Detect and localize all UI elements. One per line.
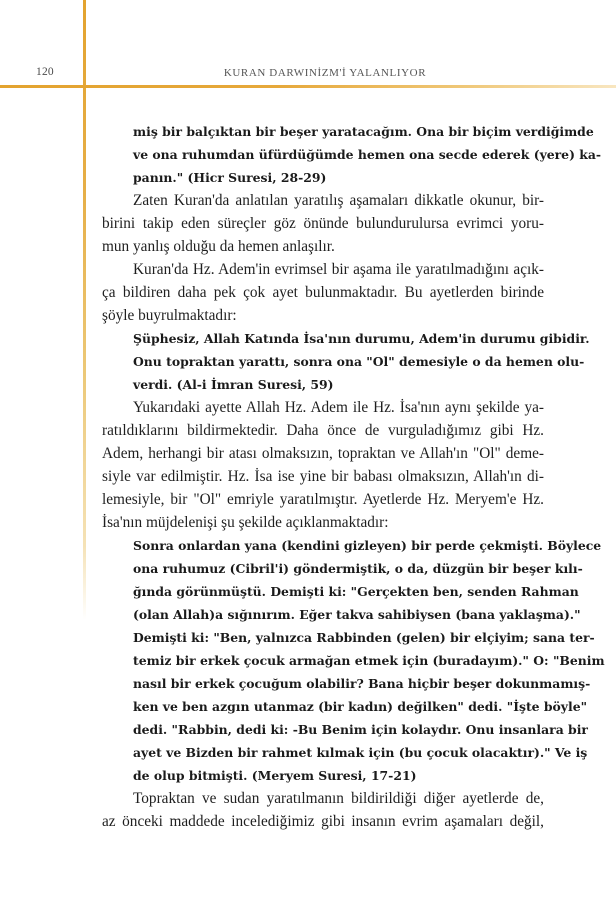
quote-line: Demişti ki: "Ben, yalnızca Rabbinden (gelen) bir elçiyim; sana ter- [133,630,595,645]
paragraph-line: siyle var edilmiştir. Hz. İsa ise yine bir babası olmaksızın, Allah'ın di- [102,468,544,485]
paragraph-line: az önceki maddede incelediğimiz gibi insanın evrim aşamaları değil, [102,813,544,830]
paragraph-3 [102,396,544,534]
paragraph-line: Adem, herhangi bir atası olmaksızın, topraktan ve Allah'ın "Ol" deme- [102,445,544,462]
paragraph-2 [102,258,544,327]
page-number: 120 [36,66,54,78]
page-body [102,120,605,833]
quote-line: nasıl bir erkek çocuğum olabilir? Bana hiçbir beşer dokunmamış- [133,676,591,691]
quote-line: ona ruhumuz (Cibril'i) göndermiştik, o da, düzgün bir beşer kılı- [133,561,583,576]
paragraph-line: Zaten Kuran'da anlatılan yaratılış aşamaları dikkatle okunur, bir- [133,192,544,209]
quote-line: miş bir balçıktan bir beşer yaratacağım. Ona bir biçim verdiğimde [133,124,594,139]
quote-line: ğında görünmüştü. Demişti ki: "Gerçekten ben, senden Rahman [133,584,579,599]
gold-horizontal-rule [0,85,616,88]
paragraph-line: ratıldıklarını bildirmektedir. Daha önce de vurguladığımız gibi Hz. [102,422,544,439]
gold-vertical-rule [83,0,86,620]
quote-line: ayet ve Bizden bir rahmet kılmak için (bu çocuk olacaktır)." Ve iş [133,745,588,760]
paragraph-line: lemesiyle, bir "Ol" emriyle yaratılmıştır. Ayetlerde Hz. Meryem'e Hz. [102,491,544,508]
paragraph-line: Topraktan ve sudan yaratılmanın bildirildiği diğer ayetlerde de, [133,790,544,807]
quote-meryem [102,534,605,787]
quote-line: (olan Allah)a sığınırım. Eğer takva sahibiysen (bana yaklaşma)." [133,607,581,622]
paragraph-1 [102,189,544,258]
paragraph-line: şöyle buyrulmaktadır: [102,307,237,324]
quote-al-i-imran [102,327,590,396]
quote-line: Onu topraktan yarattı, sonra ona "Ol" demesiyle o da hemen olu- [133,354,585,369]
quote-hicr [102,120,602,189]
paragraph-4 [102,787,544,833]
paragraph-line: birini takip eden süreçler göz önünde bulundurulursa evrimci yoru- [102,215,544,232]
quote-line: temiz bir erkek çocuk armağan etmek için (buradayım)." O: "Benim [133,653,605,668]
paragraph-line: İsa'nın müjdelenişi şu şekilde açıklanmaktadır: [102,514,389,531]
quote-line: panın." (Hicr Suresi, 28-29) [133,170,327,185]
quote-line: verdi. (Al-i İmran Suresi, 59) [133,377,334,392]
quote-line: ken ve ben azgın utanmaz (bir kadın) değilken" dedi. "İşte böyle" [133,699,588,714]
quote-line: Şüphesiz, Allah Katında İsa'nın durumu, Adem'in durumu gibidir. [133,331,590,346]
quote-line: dedi. "Rabbin, dedi ki: -Bu Benim için kolaydır. Onu insanlara bir [133,722,588,737]
quote-line: Sonra onlardan yana (kendini gizleyen) bir perde çekmişti. Böylece [133,538,602,553]
paragraph-line: ça bildiren daha pek çok ayet bulunmaktadır. Bu ayetlerden birinde [102,284,544,301]
paragraph-line: mun yanlış olduğu da hemen anlaşılır. [102,238,335,255]
running-title: KURAN DARWINİZM'İ YALANLIYOR [223,67,427,79]
paragraph-line: Yukarıdaki ayette Allah Hz. Adem ile Hz. İsa'nın aynı şekilde ya- [133,399,544,416]
paragraph-line: Kuran'da Hz. Adem'in evrimsel bir aşama ile yaratılmadığını açık- [133,261,544,278]
quote-line: de olup bitmişti. (Meryem Suresi, 17-21) [133,768,417,783]
quote-line: ve ona ruhumdan üfürdüğümde hemen ona secde ederek (yere) ka- [133,147,602,162]
